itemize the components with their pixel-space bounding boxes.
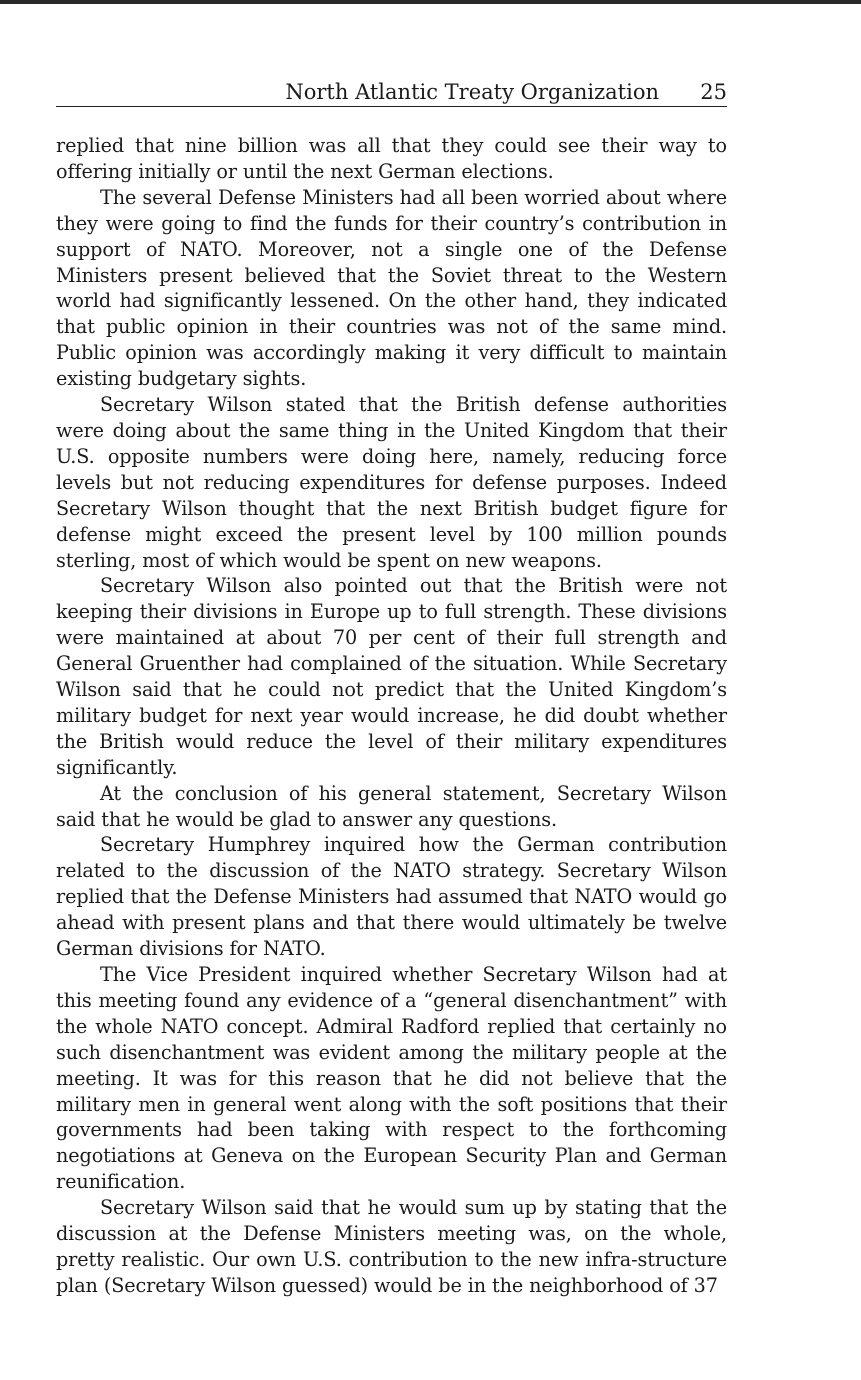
top-border-rule [0, 0, 861, 4]
paragraph-7: The Vice President inquired whether Secretary Wilson had at this meeting found any evidence of a “general disenchantment” with the whole NATO concept. Admiral Radford replied that certainly no such disenchantment was evident among the military people at the meeting. It was for this reason that he did not believe that the military men in general went along with the soft positions that their governments had been taking with respect to the forthcoming negotiations at Geneva on the European Security Plan and German reunification. [56, 963, 727, 1194]
running-title: North Atlantic Treaty Organization [285, 80, 659, 104]
page-number: 25 [700, 80, 727, 104]
paragraph-3: Secretary Wilson stated that the British defense authorities were doing about the same thing in the United Kingdom that their U.S. opposite numbers were doing here, namely, reducing force levels but not reducing expenditures for defense purposes. Indeed Secretary Wilson thought that the next British budget figure for defense might exceed the present level by 100 million pounds sterling, most of which would be spent on new weapons. [56, 393, 727, 572]
running-header [56, 78, 727, 107]
body-text [56, 133, 727, 1299]
paragraph-4: Secretary Wilson also pointed out that the British were not keeping their divisions in Europe up to full strength. These divisions were maintained at about 70 per cent of their full strength and General Gruenther had complained of the situation. While Secretary Wilson said that he could not predict that the United Kingdom’s military budget for next year would increase, he did doubt whether the British would reduce the level of their military expenditures significantly. [56, 574, 727, 779]
paragraph-8: Secretary Wilson said that he would sum up by stating that the discussion at the Defense Ministers meeting was, on the whole, pretty realistic. Our own U.S. contribution to the new infra-structure plan (Secretary Wilson guessed) would be in the neighborhood of 37 [56, 1196, 727, 1297]
paragraph-1: replied that nine billion was all that they could see their way to offering initially or until the next German elections. [56, 134, 727, 183]
paragraph-2: The several Defense Ministers had all been worried about where they were going to find the funds for their country’s contribution in support of NATO. Moreover, not a single one of the Defense Ministers present believed that the Soviet threat to the Western world had significantly lessened. On the other hand, they indicated that public opinion in their countries was not of the same mind. Public opinion was accordingly making it very difficult to maintain existing budgetary sights. [56, 185, 727, 391]
paragraph-5: At the conclusion of his general statement, Secretary Wilson said that he would be glad to answer any questions. [56, 781, 727, 831]
paragraph-6: Secretary Humphrey inquired how the German contribution related to the discussion of the NATO strategy. Secretary Wilson replied that the Defense Ministers had assumed that NATO would go ahead with present plans and that there would ultimately be twelve German divisions for NATO. [56, 833, 727, 961]
